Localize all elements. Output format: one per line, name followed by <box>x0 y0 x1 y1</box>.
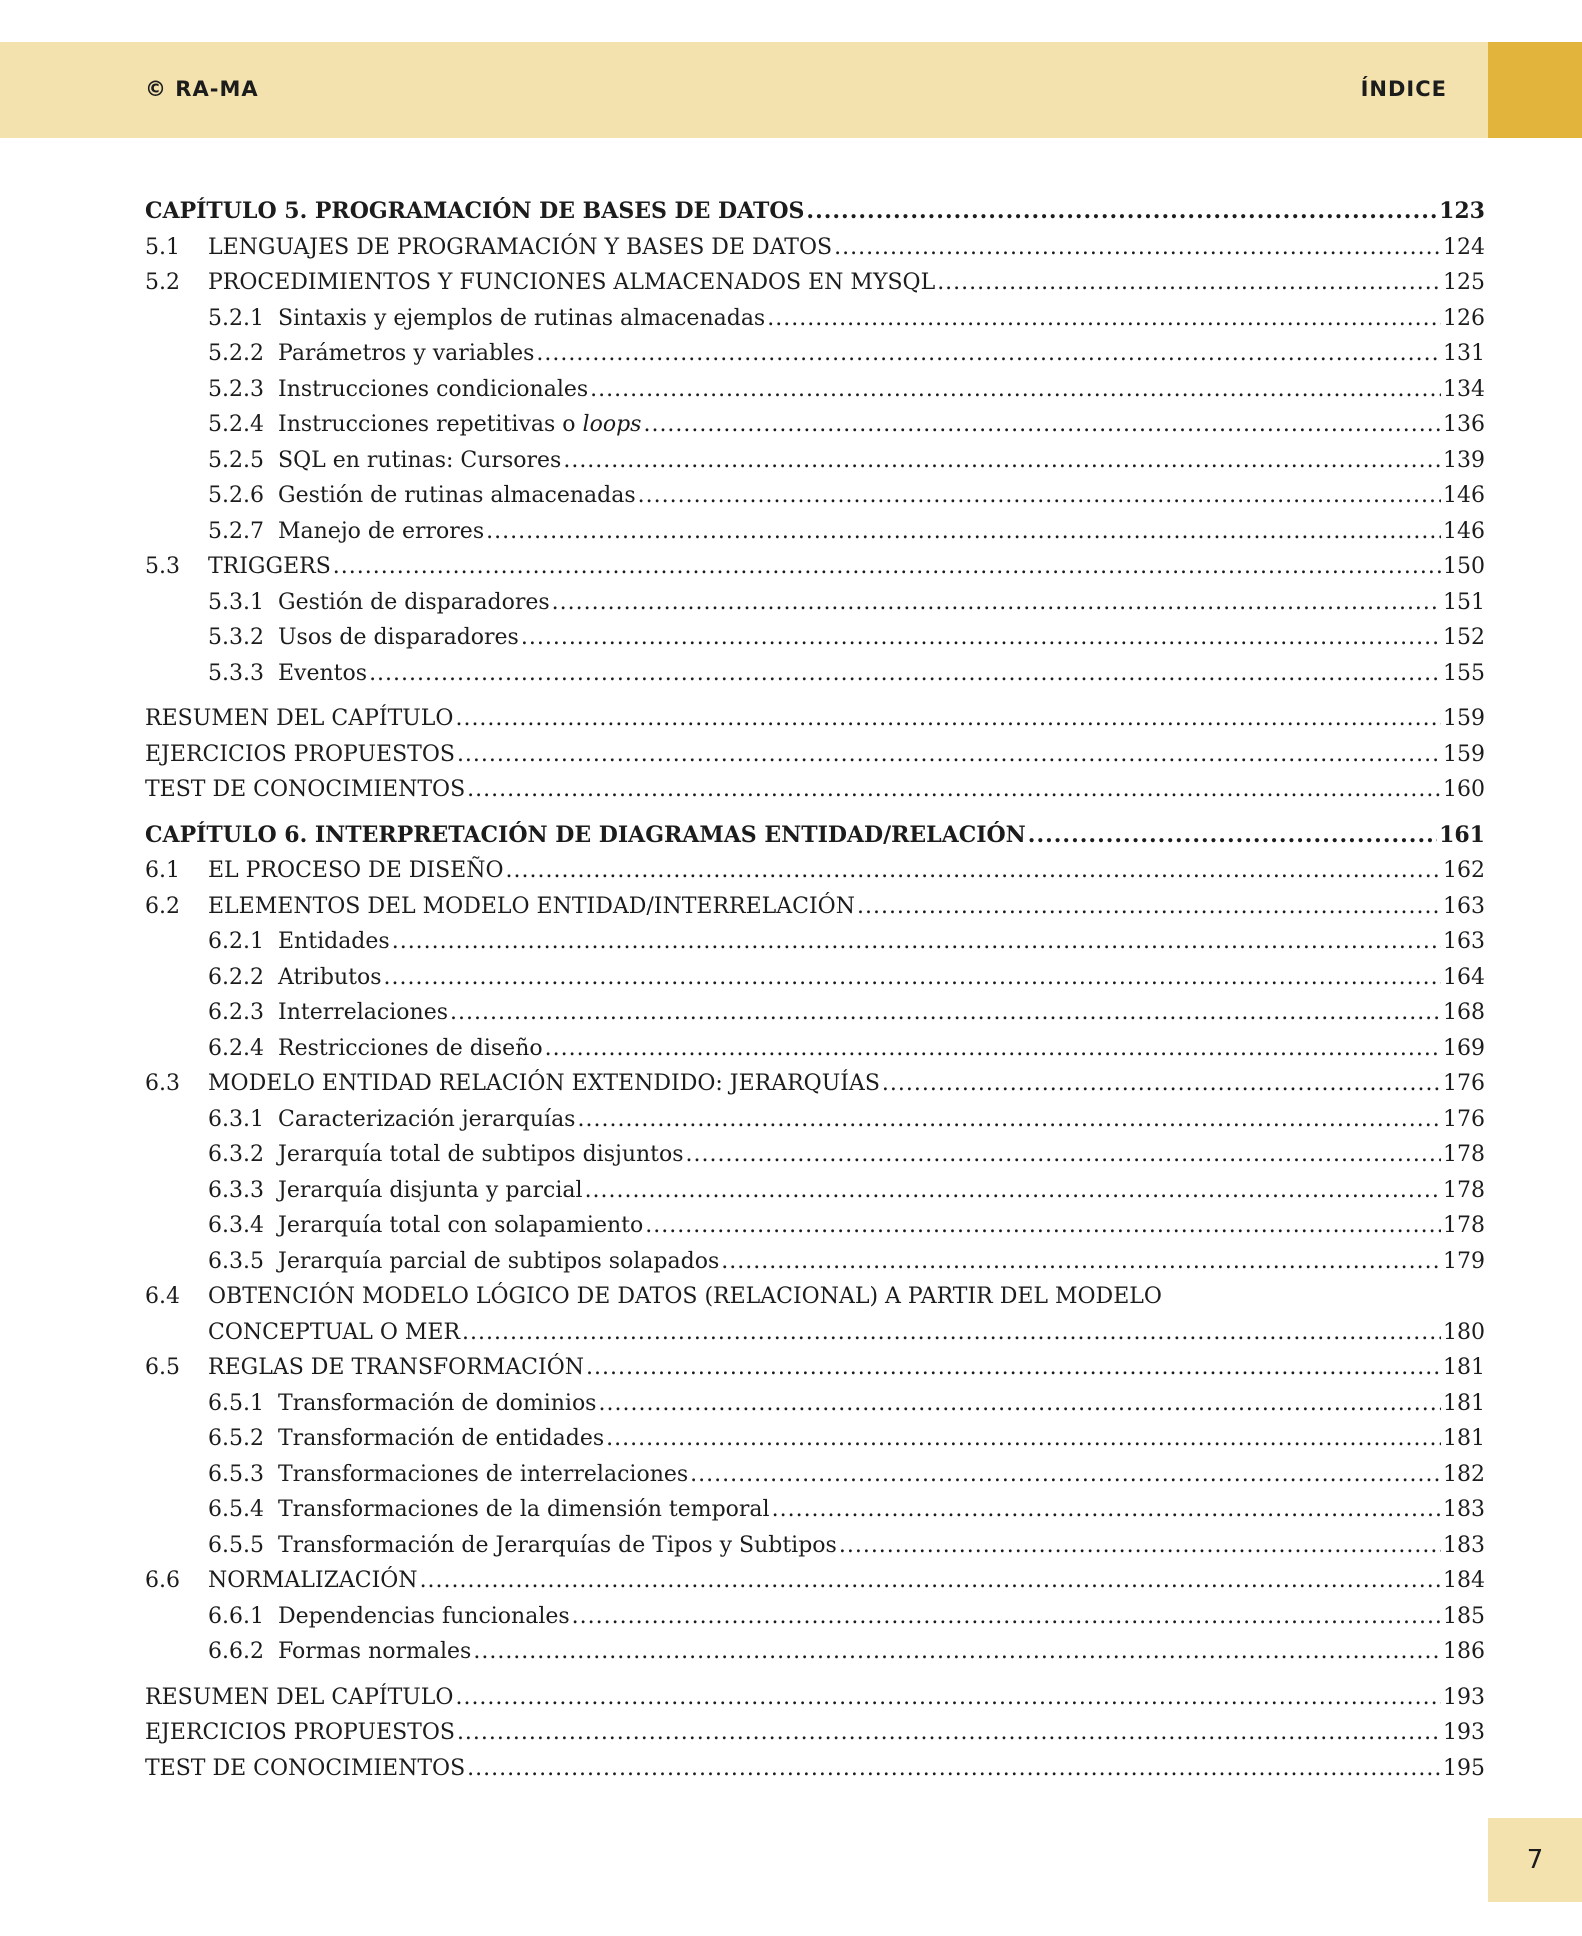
toc-entry-title-text: Entidades <box>278 929 390 954</box>
toc-entry-number: 6.5.5 <box>208 1532 264 1558</box>
toc-entry-title-text: Transformaciones de la dimensión temporal <box>278 1497 770 1522</box>
toc-entry-title <box>208 1563 418 1599</box>
toc-entry <box>145 1208 1485 1244</box>
section-title: ÍNDICE <box>1360 77 1447 101</box>
toc-entry-page: 195 <box>1443 1755 1485 1781</box>
toc-entry <box>145 701 1485 737</box>
toc-entry-page: 185 <box>1443 1603 1485 1629</box>
toc-leader-dots <box>536 336 1441 372</box>
toc-leader-dots <box>643 407 1441 443</box>
toc-entry-title-text: Caracterización jerarquías <box>278 1106 576 1132</box>
toc-entry <box>145 336 1485 372</box>
toc-entry-title <box>278 1492 770 1528</box>
toc-entry-title <box>278 656 367 692</box>
toc-leader-dots <box>473 1634 1441 1670</box>
toc-entry-title-text: RESUMEN DEL CAPÍTULO <box>145 706 454 731</box>
toc-entry-number: 6.5.2 <box>208 1426 264 1451</box>
toc-entry-title <box>145 1680 453 1716</box>
toc-entry-page: 123 <box>1439 198 1485 224</box>
toc-entry-title <box>278 1421 604 1457</box>
toc-entry-title <box>278 995 448 1031</box>
toc-entry-page: 168 <box>1443 1000 1485 1025</box>
toc-entry <box>145 656 1485 692</box>
toc-entry <box>145 1279 1485 1315</box>
toc-entry-title-text: LENGUAJES DE PROGRAMACIÓN Y BASES DE DATOS <box>208 234 833 260</box>
toc-leader-dots <box>457 737 1441 773</box>
toc-entry-title <box>208 889 855 925</box>
toc-entry-number: 6.2.4 <box>208 1035 264 1061</box>
toc-entry-title-text: CONCEPTUAL O MER <box>208 1319 461 1345</box>
toc-entry-title-italic: loops <box>582 412 642 437</box>
toc-entry-title-text: Transformación de Jerarquías de Tipos y Subtipos <box>278 1532 837 1558</box>
toc-entry-number: 5.2.2 <box>208 341 264 366</box>
toc-entry-title <box>278 1457 688 1493</box>
toc-entry-page: 152 <box>1443 625 1485 650</box>
toc-entry-page: 161 <box>1439 821 1485 848</box>
toc-entry-title-text: TEST DE CONOCIMIENTOS <box>145 1755 466 1781</box>
toc-leader-dots <box>462 1315 1441 1351</box>
toc-entry-number: 6.3.3 <box>208 1177 264 1203</box>
toc-leader-dots <box>834 230 1441 266</box>
toc-entry <box>145 1492 1485 1528</box>
header-accent-tab <box>1488 42 1582 138</box>
toc-entry <box>145 514 1485 550</box>
page-number: 7 <box>1526 1845 1544 1875</box>
toc-leader-dots <box>882 1066 1441 1102</box>
toc-entry <box>145 1137 1485 1173</box>
toc-entry <box>145 194 1485 230</box>
toc-entry <box>145 772 1485 808</box>
toc-entry-number: 5.2.1 <box>208 305 264 331</box>
toc-leader-dots <box>369 656 1441 692</box>
toc-entry-page: 176 <box>1443 1106 1485 1132</box>
toc-entry-title <box>278 372 588 408</box>
toc-leader-dots <box>384 960 1441 996</box>
toc-entry-title <box>208 230 832 266</box>
toc-entry-title-text: Atributos <box>278 964 382 990</box>
toc-entry-page: 193 <box>1443 1684 1485 1710</box>
toc-entry-number: 6.2.3 <box>208 1000 264 1025</box>
toc-entry-title-text: SQL en rutinas: Cursores <box>278 447 562 473</box>
toc-entry-title-text: Transformación de dominios <box>278 1390 597 1416</box>
toc-entry <box>145 1599 1485 1635</box>
toc-entry-title-text: CAPÍTULO 6. INTERPRETACIÓN DE DIAGRAMAS ENTIDAD/RELACIÓN <box>145 821 1026 848</box>
toc-entry-title-text: NORMALIZACIÓN <box>208 1568 418 1593</box>
toc-entry-title-text: Restricciones de diseño <box>278 1035 543 1061</box>
toc-entry-number: 5.3 <box>145 554 180 579</box>
toc-entry-title-text: RESUMEN DEL CAPÍTULO <box>145 1684 454 1710</box>
toc-entry-title <box>278 620 519 656</box>
toc-entry-page: 176 <box>1443 1071 1485 1096</box>
toc-entry-title <box>278 1137 684 1173</box>
publisher-label: © RA-MA <box>145 77 259 101</box>
toc-entry-title-text: Interrelaciones <box>278 1000 449 1025</box>
toc-entry-number: 6.6.2 <box>208 1639 264 1664</box>
toc-entry-page: 178 <box>1443 1213 1485 1238</box>
toc-entry-page: 131 <box>1443 341 1485 366</box>
toc-entry-page: 126 <box>1443 305 1485 331</box>
toc-entry-page: 139 <box>1443 447 1485 473</box>
toc-entry <box>145 1528 1485 1564</box>
toc-leader-dots <box>563 443 1441 479</box>
toc-entry-number: 5.3.3 <box>208 660 264 686</box>
toc-leader-dots <box>586 1350 1441 1386</box>
toc-entry-title <box>278 1528 837 1564</box>
toc-entry-title <box>208 853 504 889</box>
toc-leader-dots <box>857 889 1441 925</box>
toc-entry-title-text: Sintaxis y ejemplos de rutinas almacenadas <box>278 305 766 331</box>
toc-entry-title <box>145 737 455 773</box>
toc-entry-title-text: OBTENCIÓN MODELO LÓGICO DE DATOS (RELACIONAL) A PARTIR DEL MODELO <box>208 1284 1162 1309</box>
toc-entry-title-text: Transformaciones de interrelaciones <box>278 1461 689 1487</box>
toc-leader-dots <box>455 701 1441 737</box>
toc-leader-dots <box>937 265 1441 301</box>
toc-entry <box>145 301 1485 337</box>
toc-entry-number: 5.2.7 <box>208 518 264 544</box>
toc-entry-page: 163 <box>1443 893 1485 919</box>
toc-entry-number: 5.3.2 <box>208 625 264 650</box>
toc-entry-title-text: Jerarquía parcial de subtipos solapados <box>278 1248 720 1274</box>
toc-entry <box>145 1751 1485 1787</box>
toc-leader-dots <box>392 924 1441 960</box>
toc-leader-dots <box>486 514 1441 550</box>
toc-entry-title <box>278 1173 583 1209</box>
toc-leader-dots <box>721 1244 1441 1280</box>
toc-entry-title <box>278 1244 719 1280</box>
toc-leader-dots <box>590 372 1441 408</box>
toc-entry-page: 182 <box>1443 1461 1485 1487</box>
toc-entry <box>145 1031 1485 1067</box>
toc-entry-title-text: Instrucciones repetitivas o <box>278 412 576 437</box>
toc-entry-title <box>278 1208 643 1244</box>
toc-entry-title-text: REGLAS DE TRANSFORMACIÓN <box>208 1355 584 1380</box>
toc-entry-title <box>278 585 550 621</box>
toc-entry-title <box>278 1031 543 1067</box>
toc-leader-dots <box>690 1457 1441 1493</box>
toc-entry-page: 164 <box>1443 964 1485 990</box>
toc-entry-number: 6.6 <box>145 1568 180 1593</box>
toc-entry-page: 160 <box>1443 777 1485 802</box>
toc-entry-title <box>145 194 804 230</box>
toc-entry-number: 5.2.4 <box>208 412 264 437</box>
toc-entry-title <box>278 478 636 514</box>
toc-entry-title <box>278 1386 596 1422</box>
toc-entry <box>145 737 1485 773</box>
toc-leader-dots <box>839 1528 1441 1564</box>
toc-entry-number: 6.2 <box>145 893 180 919</box>
toc-leader-dots <box>806 194 1437 230</box>
toc-entry-number: 6.3.2 <box>208 1142 264 1167</box>
toc-entry-page: 124 <box>1443 234 1485 260</box>
toc-entry-title <box>278 1102 575 1138</box>
toc-entry-title <box>278 1634 471 1670</box>
toc-entry-number: 5.3.1 <box>208 589 264 615</box>
toc-leader-dots <box>585 1173 1441 1209</box>
toc-entry-title-text: TRIGGERS <box>208 554 331 579</box>
toc-entry-title-text: Usos de disparadores <box>278 625 519 650</box>
toc-entry <box>145 620 1485 656</box>
toc-entry-number: 6.3.1 <box>208 1106 264 1132</box>
toc-entry-page: 184 <box>1443 1568 1485 1593</box>
toc-entry-page: 183 <box>1443 1532 1485 1558</box>
toc-entry-number: 6.2.2 <box>208 964 264 990</box>
toc-leader-dots <box>767 301 1441 337</box>
toc-leader-dots <box>645 1208 1441 1244</box>
toc-entry-number: 6.5.1 <box>208 1390 264 1416</box>
toc-entry <box>145 960 1485 996</box>
toc-entry <box>145 230 1485 266</box>
toc-entry <box>145 1563 1485 1599</box>
toc-entry <box>145 443 1485 479</box>
toc-entry-title <box>278 514 484 550</box>
toc-entry <box>145 265 1485 301</box>
toc-leader-dots <box>521 620 1441 656</box>
toc-entry-title <box>145 772 465 808</box>
toc-leader-dots <box>572 1599 1441 1635</box>
toc-leader-dots <box>450 995 1441 1031</box>
toc-entry-title-text: Jerarquía disjunta y parcial <box>278 1177 583 1203</box>
toc-entry-page: 181 <box>1443 1355 1485 1380</box>
toc-entry-page: 151 <box>1443 589 1485 615</box>
toc-leader-dots <box>467 772 1441 808</box>
toc-entry-number: 5.1 <box>145 234 180 260</box>
toc-entry-title-text: Jerarquía total de subtipos disjuntos <box>278 1142 684 1167</box>
toc-entry-number: 6.1 <box>145 858 180 883</box>
toc-entry-title-text: EJERCICIOS PROPUESTOS <box>145 1720 455 1745</box>
toc-leader-dots <box>577 1102 1441 1138</box>
toc-entry <box>145 889 1485 925</box>
toc-entry-title-text: EJERCICIOS PROPUESTOS <box>145 741 455 767</box>
toc-leader-dots <box>457 1715 1441 1751</box>
toc-entry-title <box>278 407 641 443</box>
toc-leader-dots <box>606 1421 1441 1457</box>
toc-entry-title-text: EL PROCESO DE DISEÑO <box>208 858 504 883</box>
toc-entry <box>145 407 1485 443</box>
toc-entry-number: 6.3 <box>145 1071 180 1096</box>
toc-leader-dots <box>506 853 1442 889</box>
toc-leader-dots <box>598 1386 1441 1422</box>
toc-entry-title <box>145 701 453 737</box>
toc-entry-number: 6.4 <box>145 1284 180 1309</box>
toc-leader-dots <box>420 1563 1441 1599</box>
toc-entry-page: 136 <box>1443 412 1485 437</box>
toc-entry-number: 5.2.3 <box>208 376 264 402</box>
toc-entry-title <box>278 301 765 337</box>
toc-entry <box>145 853 1485 889</box>
toc-leader-dots <box>772 1492 1441 1528</box>
toc-entry-number: 6.5.3 <box>208 1461 264 1487</box>
toc-entry-title <box>278 960 382 996</box>
toc-entry <box>145 1315 1485 1351</box>
toc-entry-page: 150 <box>1443 554 1485 579</box>
toc-entry-title <box>278 1599 570 1635</box>
toc-entry-title <box>208 549 331 585</box>
toc-entry <box>145 1634 1485 1670</box>
toc-entry-title-text: Parámetros y variables <box>278 341 535 366</box>
toc-leader-dots <box>1028 818 1437 854</box>
toc-entry <box>145 478 1485 514</box>
toc-entry <box>145 1244 1485 1280</box>
toc-leader-dots <box>686 1137 1441 1173</box>
toc-entry-title-text: Dependencias funcionales <box>278 1603 570 1629</box>
toc-entry <box>145 995 1485 1031</box>
toc-entry-title <box>145 818 1026 854</box>
toc-entry <box>145 585 1485 621</box>
toc-leader-dots <box>333 549 1441 585</box>
toc-entry <box>145 372 1485 408</box>
toc-entry-title <box>145 1715 455 1751</box>
toc-entry-page: 159 <box>1443 706 1485 731</box>
toc-entry-page: 181 <box>1443 1426 1485 1451</box>
toc-entry-page: 180 <box>1443 1319 1485 1345</box>
toc-entry-number: 6.6.1 <box>208 1603 264 1629</box>
toc-entry-title-text: Manejo de errores <box>278 518 485 544</box>
toc-leader-dots <box>545 1031 1441 1067</box>
toc-entry-number: 6.5.4 <box>208 1497 264 1522</box>
toc-entry-title-text: CAPÍTULO 5. PROGRAMACIÓN DE BASES DE DATOS <box>145 198 805 224</box>
toc-entry-number: 6.2.1 <box>208 929 264 954</box>
toc-entry-title-text: Gestión de rutinas almacenadas <box>278 483 636 508</box>
toc-entry-page: 125 <box>1443 270 1485 295</box>
toc-entry-title-text: ELEMENTOS DEL MODELO ENTIDAD/INTERRELACIÓN <box>208 893 855 919</box>
toc-entry-title <box>145 1751 465 1787</box>
toc-entry-page: 169 <box>1443 1035 1485 1061</box>
toc-entry <box>145 1421 1485 1457</box>
toc-entry-page: 193 <box>1443 1720 1485 1745</box>
toc-entry-title-text: Jerarquía total con solapamiento <box>278 1213 644 1238</box>
toc-entry-title <box>208 1066 880 1102</box>
toc-entry-page: 159 <box>1443 741 1485 767</box>
toc-entry-page: 155 <box>1443 660 1485 686</box>
toc-entry-title <box>208 1350 584 1386</box>
toc-entry-page: 146 <box>1443 483 1485 508</box>
toc-entry <box>145 1680 1485 1716</box>
toc-entry <box>145 818 1485 854</box>
toc-entry-number: 5.2.6 <box>208 483 264 508</box>
toc-entry-title <box>208 265 935 301</box>
toc-entry-title <box>208 1279 1162 1315</box>
toc-leader-dots <box>638 478 1441 514</box>
toc-entry-number: 6.3.4 <box>208 1213 264 1238</box>
toc-entry-number: 5.2 <box>145 270 180 295</box>
toc-entry-page: 181 <box>1443 1390 1485 1416</box>
toc-leader-dots <box>467 1751 1441 1787</box>
toc-entry-page: 178 <box>1443 1142 1485 1167</box>
toc-entry-page: 134 <box>1443 376 1485 402</box>
toc-entry-title <box>278 336 534 372</box>
toc-entry-title-text: Instrucciones condicionales <box>278 376 589 402</box>
toc-entry <box>145 1350 1485 1386</box>
toc-entry <box>145 924 1485 960</box>
table-of-contents <box>145 194 1485 1786</box>
toc-entry-page: 186 <box>1443 1639 1485 1664</box>
toc-leader-dots <box>455 1680 1441 1716</box>
toc-entry <box>145 1386 1485 1422</box>
toc-entry-title-text: TEST DE CONOCIMIENTOS <box>145 777 466 802</box>
toc-entry-page: 178 <box>1443 1177 1485 1203</box>
toc-leader-dots <box>552 585 1441 621</box>
toc-entry-title <box>208 1315 460 1351</box>
toc-entry <box>145 1102 1485 1138</box>
toc-entry <box>145 1715 1485 1751</box>
toc-entry <box>145 1173 1485 1209</box>
toc-entry-title-text: MODELO ENTIDAD RELACIÓN EXTENDIDO: JERARQUÍAS <box>208 1071 880 1096</box>
toc-entry-page: 146 <box>1443 518 1485 544</box>
toc-entry-title-text: Transformación de entidades <box>278 1426 605 1451</box>
toc-entry-page: 183 <box>1443 1497 1485 1522</box>
toc-entry-page: 163 <box>1443 929 1485 954</box>
toc-entry-title-text: Gestión de disparadores <box>278 589 550 615</box>
toc-entry <box>145 1066 1485 1102</box>
toc-entry <box>145 1457 1485 1493</box>
toc-entry-number: 5.2.5 <box>208 447 264 473</box>
toc-entry-title-text: Formas normales <box>278 1639 472 1664</box>
toc-entry <box>145 549 1485 585</box>
toc-entry-page: 179 <box>1443 1248 1485 1274</box>
toc-entry-title-text: PROCEDIMIENTOS Y FUNCIONES ALMACENADOS EN MYSQL <box>208 270 936 295</box>
toc-entry-title-text: Eventos <box>278 660 368 686</box>
toc-entry-number: 6.3.5 <box>208 1248 264 1274</box>
toc-entry-page: 162 <box>1443 858 1485 883</box>
toc-entry-number: 6.5 <box>145 1355 180 1380</box>
toc-entry-title <box>278 924 390 960</box>
toc-entry-title <box>278 443 561 479</box>
